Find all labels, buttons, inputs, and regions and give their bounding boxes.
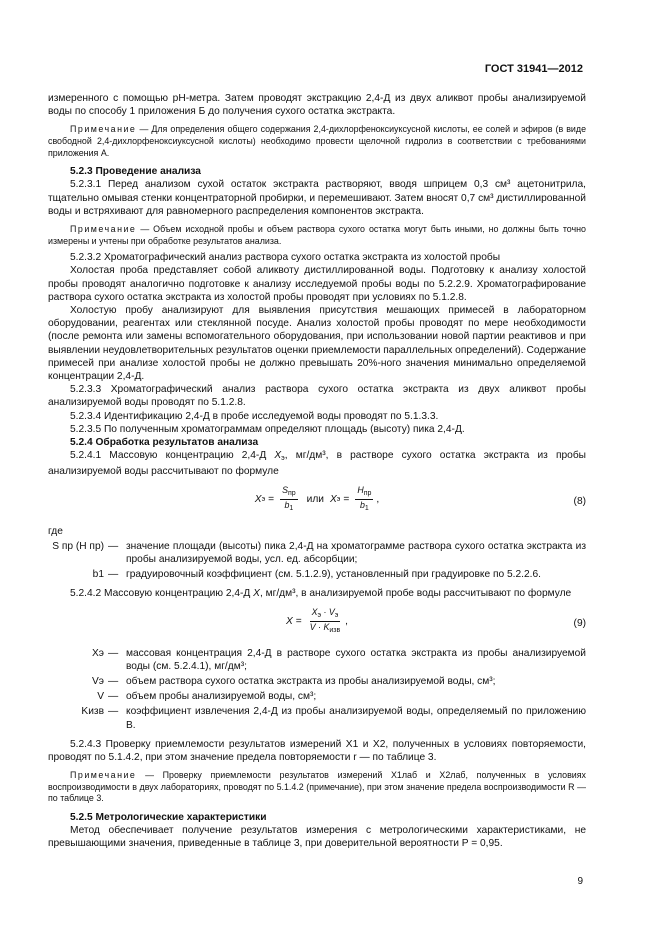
definition-dash: — — [108, 676, 119, 688]
definition-text: значение площади (высоты) пика 2,4-Д на хроматограмме раствора сухого остатка экстракта из пробы анализируемой воды, усл. ед. абсорбции; — [126, 540, 586, 566]
definition-dash: — — [108, 569, 119, 581]
note-volume — [48, 224, 586, 247]
dot: · — [318, 621, 321, 632]
paragraph-5-2-4-2 — [48, 587, 586, 600]
paragraph-blank-sample-2: Холостую пробу анализируют для выявления присутствия мешающих примесей в лабораторном оборудовании, реагентах или стеклянной посуде. Анализ холостой пробы проводят по мере необходимости (после ремонта или замены вспомогательного оборудования, при использовании новой партии реактивов и при выявлении неудовлетворительных результатов оценки приемлемости параллельных определений). Содержание примесей при анализе холостой пробы не должно превышать 20%-ного значения минимально определяемой концентрации 2,4-Д. — [48, 305, 586, 383]
definition-symbol: Vэ — [92, 676, 104, 688]
definition-row — [48, 705, 586, 731]
denominator — [308, 622, 342, 636]
note-text: — Проверку приемлемости результатов измерений X1лаб и X2лаб, полученных в условиях воспроизводимости в двух лабораториях, проводят по 5.1.4.2 (примечание), при этом значение предела воспроизводимости R — по таблице 3. — [48, 770, 586, 804]
symbol-x: X — [253, 588, 260, 600]
definition-text: массовая концентрация 2,4-Д в растворе сухого остатка экстракта из пробы анализируемой воды (см. 5.2.4.1), мг/дм³; — [126, 647, 586, 672]
or-word: или — [306, 493, 324, 505]
definition-text: объем раствора сухого остатка экстракта из пробы анализируемой воды, см³; — [126, 676, 496, 688]
numerator — [310, 607, 341, 622]
definition-dash: — — [108, 540, 119, 552]
formula-subscript: э — [317, 611, 322, 619]
definition-dash: — — [108, 647, 119, 659]
paragraph-continued: измеренного с помощью рН-метра. Затем проводят экстракцию 2,4-Д из двух аликвот пробы анализируемой воды по способу 1 приложения Б до получения сухого остатка экстракта. — [48, 93, 586, 118]
definition-text: объем пробы анализируемой воды, см³; — [126, 691, 317, 703]
formula-subscript: 1 — [364, 504, 369, 512]
definition-text: градуировочный коэффициент (см. 5.1.2.9), установленный при градуировке по 5.2.2.6. — [126, 569, 541, 581]
fraction-s-over-b — [280, 485, 298, 514]
paragraph-5-2-3-5: 5.2.3.5 По полученным хроматограммам определяют площадь (высоту) пика 2,4-Д. — [70, 423, 465, 435]
formula-subscript: изв — [329, 626, 341, 634]
definition-symbol: Kизв — [81, 706, 104, 718]
numerator — [280, 485, 298, 500]
numerator — [355, 485, 373, 500]
text-run: 5.2.4.1 Массовую концентрацию 2,4-Д — [70, 450, 267, 462]
definition-symbol: S пр (H пр) — [52, 540, 104, 552]
definition-symbol: V — [97, 691, 104, 703]
formula-subscript: э — [261, 495, 266, 503]
fraction-h-over-b — [355, 485, 373, 514]
denominator — [358, 500, 371, 514]
formula-symbol: K — [323, 621, 330, 632]
definitions-list-8 — [48, 540, 586, 582]
paragraph-5-2-3-4: 5.2.3.4 Идентификацию 2,4-Д в пробе исследуемой воды проводят по 5.1.3.3. — [70, 410, 439, 422]
symbol-x: X — [274, 450, 282, 462]
text-run: 5.2.4.2 Массовую концентрацию 2,4-Д — [70, 588, 251, 600]
paragraph-5-2-4-3: 5.2.4.3 Проверку приемлемости результатов измерений X1 и X2, полученных в условиях повторяемости, проводят по 5.1.4.2, при этом значение предела повторяемости r — по таблице 3. — [48, 738, 586, 764]
note-label: Примечание — [70, 124, 137, 135]
paragraph-5-2-5: Метод обеспечивает получение результатов измерения с метрологическими характеристиками, не превышающими значения, приведенные в таблице 3, при доверительной вероятности P = 0,95. — [48, 825, 586, 850]
formula-subscript: пр — [363, 489, 372, 497]
formula-symbol: X — [330, 493, 337, 505]
text-run: , мг/дм³, в анализируемой пробе воды рассчитывают по формуле — [259, 588, 572, 600]
definition-row — [48, 690, 586, 703]
formula-symbol: b — [359, 499, 365, 510]
page-number: 9 — [577, 876, 583, 887]
dot: · — [323, 606, 327, 617]
definition-text: коэффициент извлечения 2,4-Д из пробы анализируемой воды, определяемый по приложению В. — [126, 706, 586, 731]
fraction-xv-over-vk — [308, 607, 342, 636]
comma: , — [345, 615, 349, 627]
formula-symbol: X — [311, 606, 318, 617]
equals-sign: = — [268, 493, 275, 505]
definitions-list-9 — [48, 647, 586, 732]
formula-8-body — [48, 485, 586, 514]
note-label: Примечание — [70, 770, 137, 781]
section-5-2-5-title: 5.2.5 Метрологические характеристики — [70, 812, 267, 824]
text-run: , мг/дм³, в растворе сухого остатка экстракта из пробы анализируемой воды рассчитывают по формуле — [48, 450, 586, 478]
formula-symbol: b — [284, 499, 290, 510]
paragraph-blank-sample-1: Холостая проба представляет собой аликвоту дистиллированной воды. Подготовку к анализу холостой пробы проводят аналогично подготовке к анализу исследуемой пробы воды по 5.2.2.9. Хроматографирование раствора сухого остатка экстракта из холостой пробы проводят при условиях по 5.1.2.8. — [48, 265, 586, 303]
subscript: э — [281, 455, 285, 463]
formula-symbol: V — [328, 606, 335, 617]
definition-row — [48, 675, 586, 688]
formula-subscript: э — [336, 495, 341, 503]
page-content — [48, 92, 586, 851]
definition-dash: — — [108, 706, 119, 718]
definitions-formula-8 — [48, 525, 586, 538]
definition-row — [48, 540, 586, 566]
paragraph-5-2-4-1 — [48, 449, 586, 478]
formula-subscript: пр — [287, 489, 296, 497]
denominator — [282, 500, 295, 514]
formula-number: (9) — [573, 617, 586, 629]
standard-header: ГОСТ 31941—2012 — [484, 63, 583, 75]
formula-subscript: э — [334, 611, 339, 619]
where-word: где — [48, 525, 63, 537]
formula-8 — [48, 485, 586, 519]
note-text: — Для определения общего содержания 2,4-дихлорфеноксиуксусной кислоты, ее солей и эфиров (в виде свободной 2,4-дихлорфеноксиуксусной кислоты) необходимо провести щелочной гидролиз в соответствии с требованиями приложения А. — [48, 124, 587, 158]
definition-dash: — — [108, 691, 119, 703]
equals-sign: = — [295, 615, 302, 627]
definition-row — [48, 647, 586, 673]
paragraph-5-2-3-2: 5.2.3.2 Хроматографический анализ раствора сухого остатка экстракта из холостой пробы — [70, 252, 501, 264]
note-hydrolysis — [48, 124, 586, 159]
paragraph-5-2-3-1: 5.2.3.1 Перед анализом сухой остаток экстракта растворяют, вводя шприцем 0,3 см³ ацетонитрила, тщательно омывая стенки концентраторной пробирки, и перемешивают. Затем вносят 0,7 см³ дистиллированной воды и встряхивают для равномерного распределения компонентов экстракта. — [48, 179, 586, 217]
section-5-2-3-title: 5.2.3 Проведение анализа — [70, 166, 201, 178]
formula-symbol: V — [309, 621, 316, 632]
equals-sign: = — [343, 493, 350, 505]
note-label: Примечание — [70, 224, 137, 234]
paragraph-5-2-3-3: 5.2.3.3 Хроматографический анализ раствора сухого остатка экстракта из двух аликвот пробы анализируемой воды проводят по 5.1.2.8. — [48, 384, 586, 409]
formula-symbol: H — [357, 484, 364, 495]
definition-symbol: b1 — [92, 569, 104, 581]
section-5-2-4-title: 5.2.4 Обработка результатов анализа — [70, 437, 259, 449]
definition-symbol: Xэ — [92, 647, 104, 659]
spacer — [126, 525, 586, 538]
formula-symbol: S — [282, 484, 288, 495]
spacer — [108, 525, 122, 538]
formula-symbol: X — [254, 493, 262, 505]
formula-symbol: X — [285, 615, 293, 627]
formula-9-body — [48, 607, 586, 636]
note-text: — Объем исходной пробы и объем раствора сухого остатка могут быть иными, но должны быть точно измерены и учтены при обработке результатов анализа. — [48, 224, 586, 246]
formula-9 — [48, 607, 586, 641]
comma: , — [376, 493, 380, 505]
formula-number: (8) — [573, 495, 586, 507]
definition-row — [48, 568, 586, 581]
formula-subscript: 1 — [289, 504, 294, 512]
note-reproducibility — [48, 770, 586, 805]
